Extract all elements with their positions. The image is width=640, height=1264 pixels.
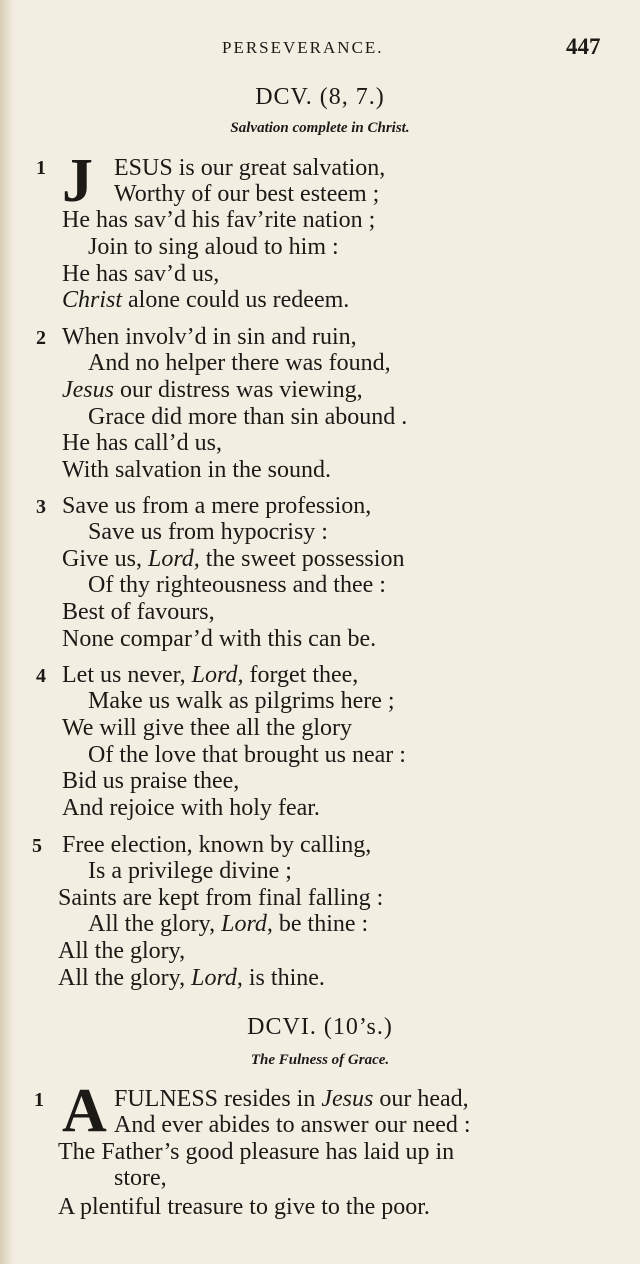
italic-word: Lord, [191,965,243,991]
hymn-line: Bid us praise thee, [62,768,240,794]
hymn-number-label: DCVI. [247,1014,317,1040]
line-text: be thine : [272,911,369,937]
hymn-line: Of the love that brought us near : [88,742,406,768]
hymn-line: We will give thee all the glory [62,715,352,741]
hymn-line [88,912,368,936]
line-text: our head, [373,1086,469,1112]
line-text: the sweet possession [199,546,405,572]
hymn-line [62,378,363,402]
verse-number: 1 [36,157,46,179]
hymn-number [0,1014,640,1041]
hymn-line: store, [114,1165,167,1191]
line-text: our distress was viewing, [113,377,363,403]
line-text: All the glory, [88,911,222,937]
hymn-line: Of thy righteousness and thee : [88,572,386,598]
line-text: alone could us redeem. [122,287,350,313]
hymn-line: A plentiful treasure to give to the poor. [58,1194,430,1220]
hymn-meter: (8, 7.) [319,84,385,110]
hymn-line: Best of favours, [62,599,215,625]
line-text: Let us never, [62,662,192,688]
italic-word: Lord, [221,911,273,937]
hymn-line: And no helper there was found, [88,350,391,376]
line-text: is thine. [242,965,325,991]
hymn-line [114,1087,469,1111]
hymn-line: When involv’d in sin and ruin, [62,324,357,350]
hymn-line: Is a privilege divine ; [88,858,292,884]
line-text: forget thee, [243,662,359,688]
hymn-line [62,288,349,312]
verse-number: 4 [36,665,46,687]
hymn-line: With salvation in the sound. [62,457,332,483]
hymn-subtitle: The Fulness of Grace. [250,1052,390,1068]
running-title: PERSEVERANCE. [222,38,384,57]
hymn-line [62,663,358,687]
page-gutter-shade [0,0,14,1264]
hymn-line: ESUS is our great salvation, [114,155,386,181]
running-header [0,36,640,66]
italic-word: Lord, [148,546,200,572]
hymn-number-label: DCV. [255,84,313,110]
hymn-line [58,966,325,990]
hymn-line: He has sav’d us, [62,261,220,287]
hymn-line [62,547,404,571]
italic-word: Christ [62,287,123,313]
hymn-line: Grace did more than sin abound . [88,404,408,430]
hymn-meter: (10’s.) [323,1014,393,1040]
hymn-line: Free election, known by calling, [62,832,372,858]
hymn-number [0,84,640,111]
page-number: 447 [566,34,601,59]
verse-number: 2 [36,327,46,349]
hymn-line: None compar’d with this can be. [62,626,377,652]
hymn-line: And ever abides to answer our need : [114,1112,471,1138]
hymn-line: Make us walk as pilgrims here ; [88,688,395,714]
verse-number: 5 [32,835,42,857]
hymn-line: All the glory, [58,938,186,964]
drop-cap: A [62,1077,107,1145]
hymn-subtitle: Salvation complete in Christ. [230,120,410,136]
hymn-line: He has sav’d his fav’rite nation ; [62,207,376,233]
verse-number: 3 [36,496,46,518]
line-text: All the glory, [58,965,192,991]
hymn-line: Save us from hypocrisy : [88,519,328,545]
hymn-line: Save us from a mere profession, [62,493,372,519]
line-text: Give us, [62,546,148,572]
line-text: FULNESS resides in [114,1086,322,1112]
hymn-line: Saints are kept from final falling : [58,885,384,911]
hymn-line: And rejoice with holy fear. [62,795,320,821]
italic-word: Jesus [321,1086,374,1112]
italic-word: Jesus [62,377,114,403]
hymn-line: He has call’d us, [62,430,222,456]
hymn-line: The Father’s good pleasure has laid up in [58,1139,455,1165]
hymn-line: Join to sing aloud to him : [88,234,339,260]
verse-number: 1 [34,1089,44,1111]
italic-word: Lord, [191,662,244,688]
hymn-line: Worthy of our best esteem ; [114,181,380,207]
drop-cap: J [62,147,93,215]
